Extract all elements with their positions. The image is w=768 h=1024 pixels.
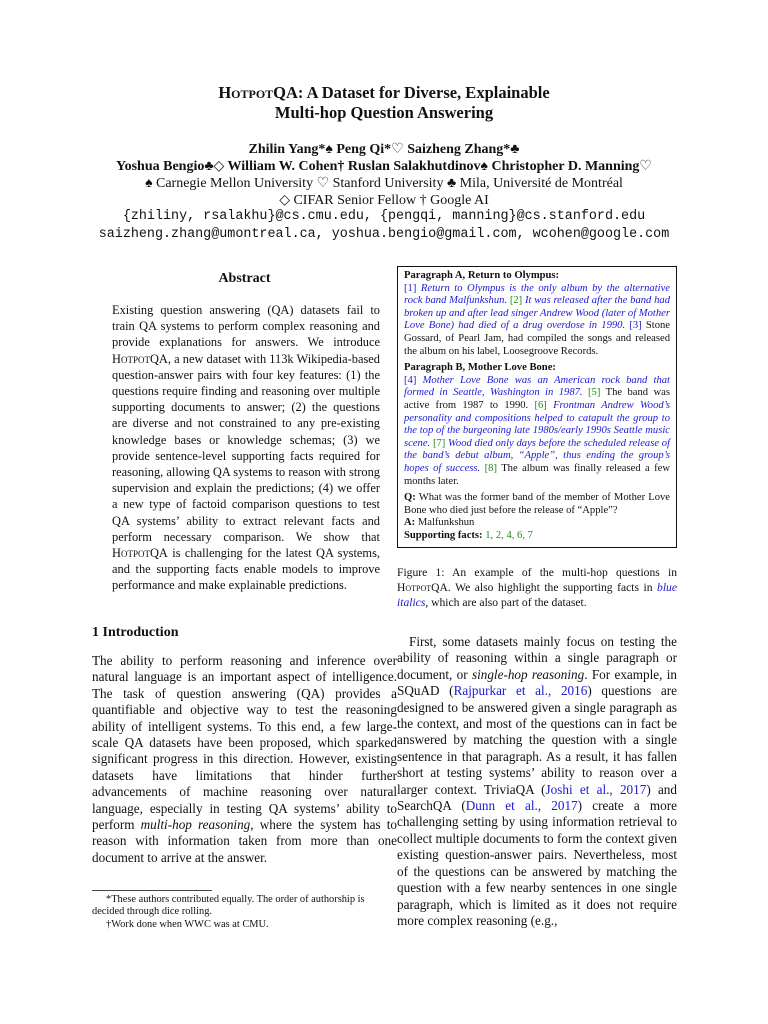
citation-dunn[interactable]: Dunn et al., 2017	[465, 798, 578, 814]
paragraph-b-title: Paragraph B, Mother Love Bone:	[404, 362, 556, 374]
right-column-body: First, some datasets mainly focus on testing the ability of reasoning within a single paragraph or document, or single-hop reasoning. For example, in SQuAD (Rajpurkar et al., 2016) questions are designed to be answered given a single paragraph as the context, and most of the questions can in fact be answered by matching the question with a single sentence in that paragraph. As a result, it has fallen short at testing systems’ ability to reason over a larger context. TriviaQA (Joshi et al., 2017) and SearchQA (Dunn et al., 2017) create a more challenging setting by using information retrieval to collect multiple documents to form the context given existing question-answer pairs. Nevertheless, most of the questions can be answered by matching the question with a few nearby sentences in one single paragraph, which is limited as it does not require more complex reasoning (e.g.,	[397, 634, 678, 928]
figure-1-caption: Figure 1: An example of the multi-hop questions in HotpotQA. We also highlight the supporting facts in blue italics, which are also part of the dataset.	[397, 566, 677, 609]
footnote-1: *These authors contributed equally. The order of authorship is decided through dice rolling.	[92, 894, 365, 918]
paragraph-a-title: Paragraph A, Return to Olympus:	[404, 270, 560, 281]
citation-joshi[interactable]: Joshi et al., 2017	[545, 781, 647, 797]
figure-1-example-box	[397, 266, 677, 548]
affiliations-line2: ◇ CIFAR Senior Fellow † Google AI	[279, 193, 489, 208]
title-dataset-name: HotpotQA	[218, 83, 298, 102]
section-heading-introduction: 1 Introduction	[92, 625, 179, 640]
title-line2: Multi-hop Question Answering	[274, 103, 494, 122]
paragraph-b-text: [4] Mother Love Bone was an American rock band that formed in Seattle, Washington in 1987. [5] The band was active from 1987 to 1990. [6] Frontman Andrew Wood’s personality and compositions helped to catapult the group to the top of the burgeoning late 1980s/early 1990s Seattle music scene. [7] Wood died only days before the scheduled release of the band’s debut album, “Apple”, thus ending the group’s hopes of success. [8] The album was finally released a few months later.	[404, 374, 671, 487]
authors-line2: Yoshua Bengio♣◇ William W. Cohen† Ruslan Salakhutdinov♠ Christopher D. Manning♡	[116, 159, 652, 174]
title-line1-rest: : A Dataset for Diverse, Explainable	[297, 83, 550, 102]
citation-rajpurkar[interactable]: Rajpurkar et al., 2016	[453, 683, 588, 699]
footnotes	[92, 894, 397, 931]
abstract-heading: Abstract	[218, 271, 271, 286]
authors-line1: Zhilin Yang*♠ Peng Qi*♡ Saizheng Zhang*♣	[248, 142, 520, 157]
paper-title	[0, 83, 768, 123]
example-answer: A: Malfunkshun	[404, 517, 475, 529]
introduction-body: The ability to perform reasoning and inference over natural language is an important aspect of intelligence. The task of question answering (QA) provides a quantifiable and objective way to test the reasoning ability of intelligent systems. To this end, a few large-scale QA datasets have been proposed, which sparked significant progress in this direction. However, existing datasets have limitations that hinder further advancements of machine reasoning over natural language, especially in testing QA systems’ ability to perform multi-hop reasoning, where the system has to reason with information taken from more than one document to arrive at the answer.	[92, 653, 397, 865]
footnote-2: †Work done when WWC was at CMU.	[106, 918, 269, 930]
emails-line2: saizheng.zhang@umontreal.ca, yoshua.bengio@gmail.com, wcohen@google.com	[98, 227, 670, 242]
paragraph-a-text: [1] Return to Olympus is the only album by the alternative rock band Malfunkshun. [2] It was released after the band had broken up and after lead singer Andrew Wood (later of Mother Love Bone) had died of a drug overdose in 1990. [3] Stone Gossard, of Pearl Jam, had compiled the songs and released the album on his label, Loosegroove Records.	[404, 282, 671, 357]
supporting-facts: Supporting facts: 1, 2, 4, 6, 7	[404, 529, 533, 541]
emails-line1: {zhiliny, rsalakhu}@cs.cmu.edu, {pengqi, manning}@cs.stanford.edu	[122, 209, 646, 224]
example-question: Q: What was the former band of the member of Mother Love Bone who died just before the release of “Apple”?	[404, 492, 670, 516]
affiliations-line1: ♠ Carnegie Mellon University ♡ Stanford University ♣ Mila, Université de Montréal	[145, 176, 623, 191]
footnote-rule	[92, 890, 212, 891]
abstract-body: Existing question answering (QA) datasets fail to train QA systems to perform complex reasoning and provide explanations for answers. We introduce HotpotQA, a new dataset with 113k Wikipedia-based question-answer pairs with four key features: (1) the questions require finding and reasoning over multiple supporting documents to answer; (2) the questions are diverse and not constrained to any pre-existing knowledge bases or knowledge schemas; (3) we provide sentence-level supporting facts required for reasoning, allowing QA systems to reason with strong supervision and explain the predictions; (4) we offer a new type of factoid comparison questions to test QA systems’ ability to extract relevant facts and perform necessary comparison. We show that HotpotQA is challenging for the latest QA systems, and the supporting facts enable models to improve performance and make explainable predictions.	[112, 303, 380, 593]
